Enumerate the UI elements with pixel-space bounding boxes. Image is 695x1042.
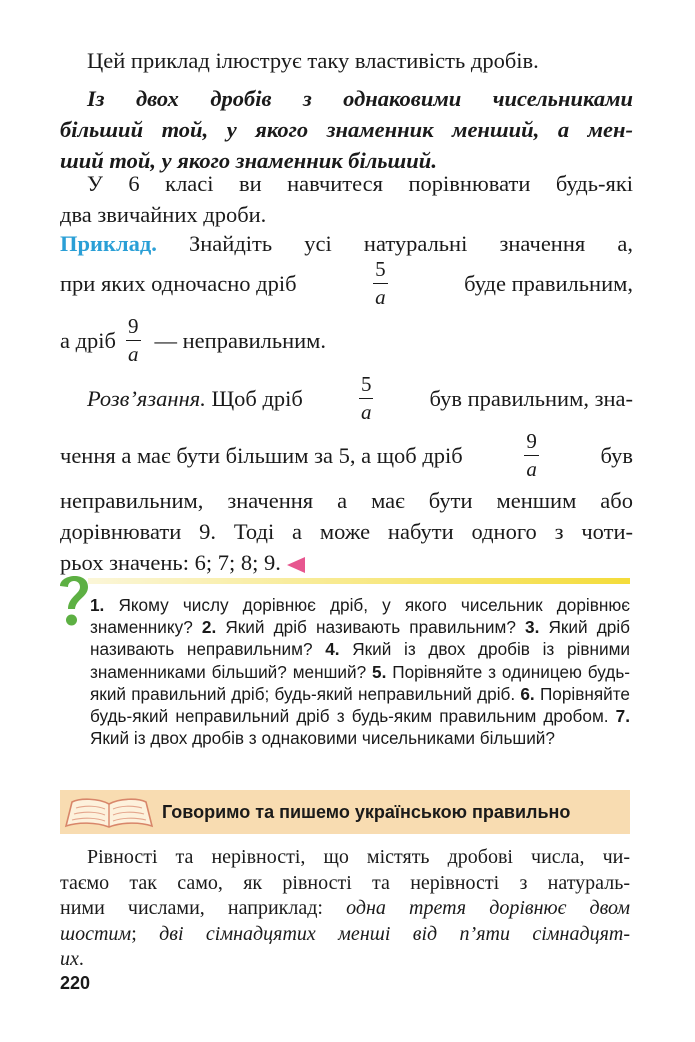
question-text: Який із двох дробів із рівними знаменниками більший? менший? (90, 639, 630, 682)
solution-line-2 (60, 430, 633, 480)
example-line-3 (60, 315, 633, 365)
review-questions (90, 594, 630, 749)
solution-line-1 (60, 373, 633, 423)
example-fraction-1-numerator: 5 (375, 256, 386, 281)
example-line-3-post: — неправильним. (154, 327, 327, 353)
solution-line-4: дорівнювати 9. Тоді a може набути одного з чоти- (60, 519, 633, 544)
closing-line-4-italic-1: шостим (60, 922, 132, 945)
closing-paragraph (60, 845, 630, 973)
solution-fraction-1 (359, 371, 374, 424)
solution-line-2-pre: чення a має бути більшим за 5, а щоб дріб (60, 442, 463, 468)
closing-line-3-italic: одна третя дорівнює двом (346, 897, 631, 919)
solution-fraction-2-denominator: a (526, 456, 537, 481)
example-line-2-pre: при яких одночасно дріб (60, 270, 297, 296)
open-book-icon (64, 796, 154, 830)
question-number: 2. (201, 617, 226, 638)
closing-line-4 (60, 922, 630, 948)
rule-paragraph (60, 83, 633, 176)
example-fraction-2-numerator: 9 (128, 313, 139, 338)
closing-line-5 (60, 947, 630, 973)
rule-line-2: більший той, у якого знаменник менший, а мен- (60, 117, 633, 142)
language-banner (60, 790, 630, 834)
question-number: 7. (615, 706, 630, 727)
rule-line-1: Із двох дробів з однаковими чисельниками (87, 86, 633, 111)
closing-line-3 (60, 896, 630, 922)
question-text: Який із двох дробів з однаковими чисельниками більший? (90, 728, 555, 749)
banner-title: Говоримо та пишемо українською правильно (162, 802, 571, 822)
solution-label: Розв’язання. (87, 385, 206, 411)
class6-paragraph (60, 168, 633, 230)
solution-fraction-2-numerator: 9 (526, 428, 537, 453)
question-mark-icon (56, 571, 92, 631)
intro-paragraph (60, 45, 633, 76)
example-line-3-pre: а дріб (60, 327, 117, 353)
example-fraction-1 (373, 256, 388, 309)
solution-line-5 (60, 547, 633, 578)
solution-line-2-post: був (600, 442, 633, 468)
question-number: 5. (372, 661, 393, 682)
question-text: Якому числу дорівнює дріб, у якого чисельник дорівнює знаменнику? (90, 595, 631, 638)
questions-rule-line (88, 578, 630, 584)
question-text: Який дріб називають правильним? (225, 617, 526, 638)
example-fraction-1-denominator: a (375, 284, 386, 309)
closing-line-3-pre: ними числами, наприклад: (60, 897, 323, 919)
question-number: 1. (90, 595, 119, 615)
question-text: Порівняйте з одиницею будь-який правильний дріб; будь-який неправильний дріб. (90, 661, 631, 704)
solution-line-5-text: рьох значень: 6; 7; 8; 9. (60, 550, 281, 575)
closing-line-5-italic: их (60, 948, 79, 970)
class6-line-1: У 6 класі ви навчитеся порівнювати будь-які (87, 171, 633, 196)
solution-line-1-post: був правильним, зна- (429, 385, 633, 411)
closing-line-4-sep: ; (131, 922, 137, 945)
question-number: 4. (325, 639, 353, 660)
closing-line-5-end: . (78, 948, 84, 970)
solution-line-3: неправильним, значення a має бути меншим або (60, 488, 633, 513)
solution-fraction-1-denominator: a (360, 399, 372, 424)
solution-rest (60, 485, 633, 578)
intro-text: Цей приклад ілюструє таку властивість дробів. (87, 48, 539, 73)
question-number: 6. (520, 683, 540, 704)
question-text: Який дріб називають неправильним? (90, 617, 631, 660)
end-of-solution-triangle-icon (287, 557, 305, 573)
closing-line-4-italic-2: дві сімнадцятих менші від п’яти сімнадцят- (159, 922, 630, 945)
example-label: Приклад. (60, 231, 157, 256)
example-fraction-2 (126, 313, 141, 366)
closing-line-1: Рівності та нерівності, що містять дробові числа, чи- (87, 846, 630, 868)
page-number: 220 (60, 973, 91, 993)
example-line-1-text: Знайдіть усі натуральні значення a, (188, 231, 634, 256)
rule-line-3: ший той, у якого знаменник більший. (60, 148, 437, 173)
class6-line-2: два звичайних дроби. (60, 202, 267, 227)
solution-fraction-2 (524, 428, 539, 481)
example-line-1 (60, 228, 633, 259)
question-text: Порівняйте будь-який неправильний дріб з будь-яким правильним дробом. (90, 683, 630, 727)
solution-line-1-mid: Щоб дріб (211, 385, 303, 411)
closing-line-2: таємо так само, як рівності та нерівності з натураль- (60, 871, 630, 894)
example-fraction-2-denominator: a (128, 341, 139, 366)
solution-fraction-1-numerator: 5 (360, 371, 372, 396)
example-line-2-post: буде правильним, (464, 270, 633, 296)
example-line-2 (60, 258, 633, 308)
question-number: 3. (525, 617, 549, 638)
